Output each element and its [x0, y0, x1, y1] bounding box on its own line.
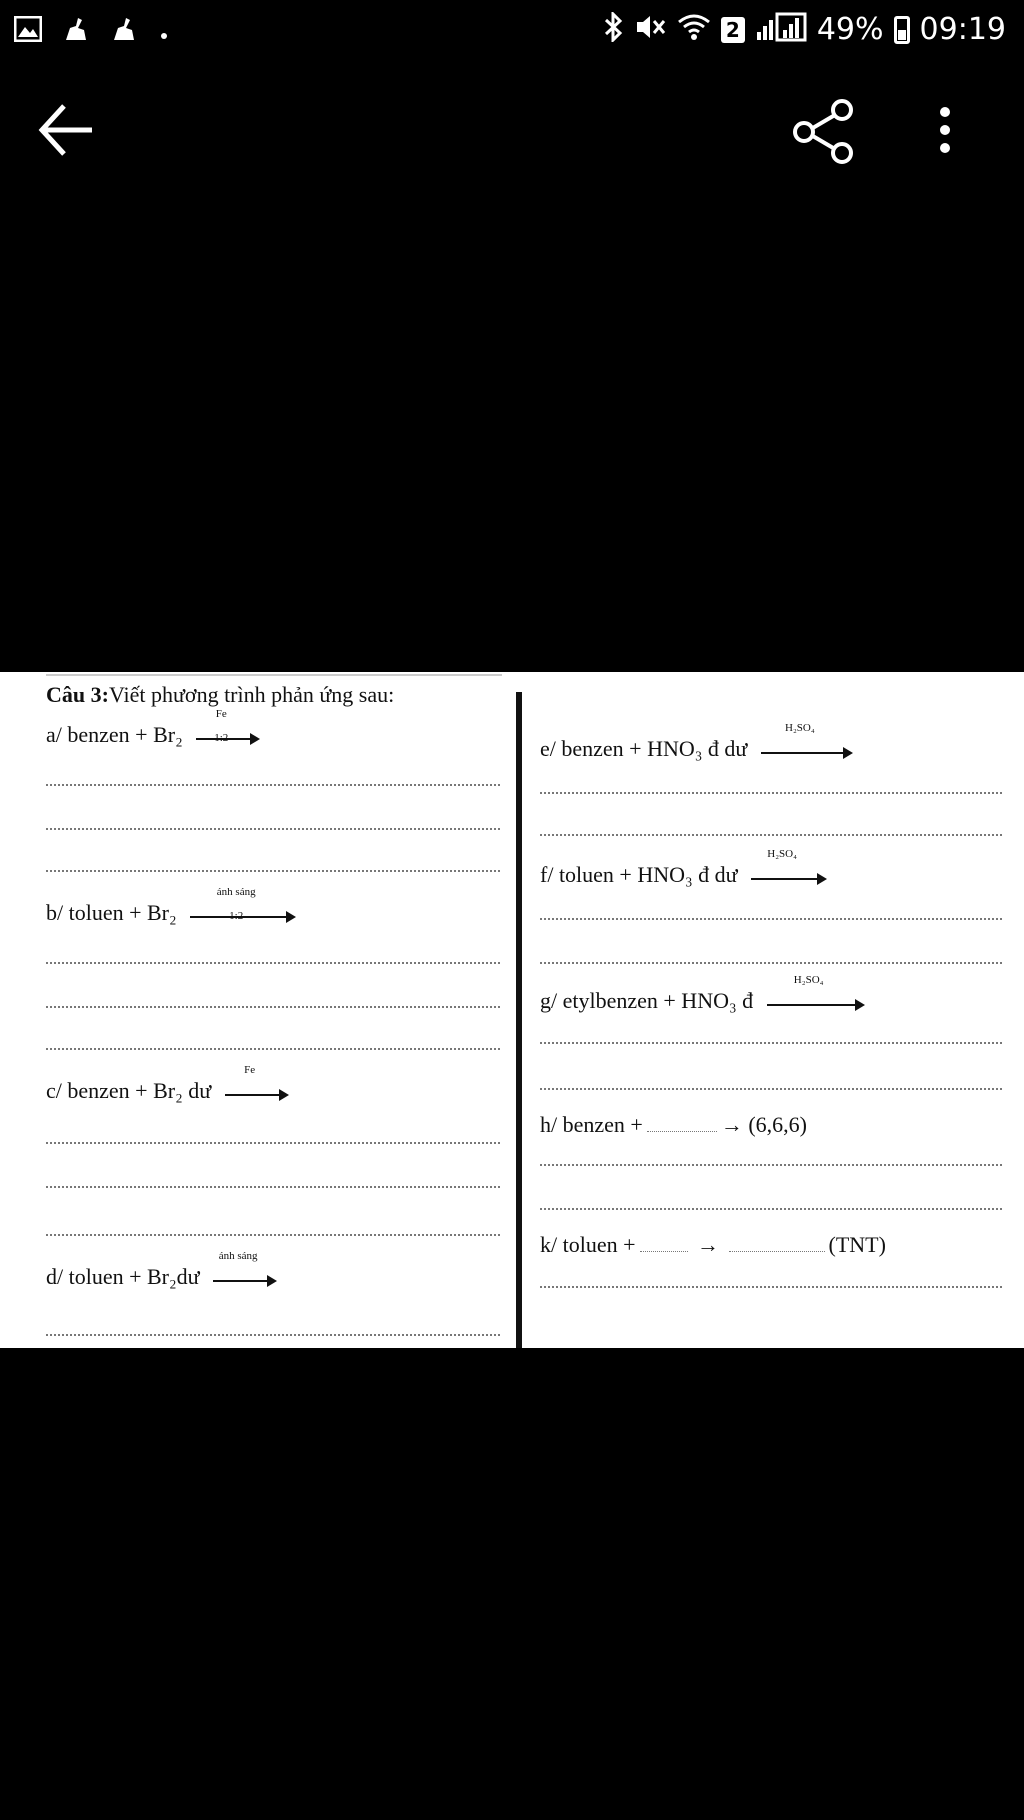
more-options-button[interactable] — [935, 104, 975, 164]
answer-line — [540, 962, 1002, 964]
item-k — [540, 1232, 886, 1258]
reaction-arrow — [196, 707, 258, 750]
item-a — [46, 707, 258, 750]
reaction-arrow — [225, 1063, 287, 1106]
reaction-arrow — [190, 885, 294, 928]
item-k-product: (TNT) — [828, 1232, 886, 1257]
item-f — [540, 847, 825, 890]
app-bar — [0, 62, 1024, 202]
answer-line — [46, 828, 500, 830]
question-heading — [46, 682, 394, 708]
item-h — [540, 1112, 807, 1138]
ratio-label: 1:2 — [214, 731, 229, 744]
document-image — [0, 672, 1024, 1348]
item-c — [46, 1063, 287, 1106]
answer-line — [46, 870, 500, 872]
ratio-label: 1:2 — [229, 909, 244, 922]
catalyst-label: H₂SO₄ — [785, 721, 815, 734]
answer-line — [46, 1142, 500, 1144]
condition-label: ánh sáng — [216, 885, 256, 898]
battery-icon — [894, 16, 910, 44]
answer-line — [46, 1006, 500, 1008]
item-b-label: b/ toluen + Br₂ — [46, 900, 177, 925]
clean-icon — [64, 16, 90, 47]
column-divider — [516, 692, 522, 1348]
item-d — [46, 1249, 275, 1292]
signal-icon — [755, 12, 807, 47]
catalyst-label: H₂SO₄ — [793, 973, 824, 986]
item-h-product: → (6,6,6) — [720, 1112, 807, 1137]
share-icon — [790, 98, 856, 164]
notification-icons — [14, 16, 168, 47]
clean-icon — [112, 16, 138, 47]
status-bar — [0, 0, 1024, 62]
dot-icon — [160, 19, 168, 45]
reaction-arrow — [767, 973, 863, 1016]
blank-field — [647, 1131, 717, 1132]
catalyst-label: Fe — [244, 1063, 256, 1076]
catalyst-label: H₂SO₄ — [767, 847, 797, 860]
wifi-icon — [677, 12, 711, 47]
back-arrow-icon — [36, 100, 96, 160]
item-f-label: f/ toluen + HNO₃ đ dư — [540, 862, 738, 887]
answer-line — [540, 1088, 1002, 1090]
item-c-label: c/ benzen + Br₂ dư — [46, 1078, 212, 1103]
answer-line — [540, 1042, 1002, 1044]
item-a-label: a/ benzen + Br₂ — [46, 722, 183, 747]
more-vert-icon — [935, 104, 955, 156]
question-text: Viết phương trình phản ứng sau: — [108, 682, 395, 707]
item-k-label: k/ toluen + — [540, 1232, 636, 1257]
reaction-arrow — [751, 847, 825, 890]
item-g-label: g/ etylbenzen + HNO₃ đ — [540, 988, 754, 1013]
question-number: Câu 3: — [46, 682, 109, 707]
blank-field — [729, 1251, 825, 1252]
item-h-label: h/ benzen + — [540, 1112, 643, 1137]
divider-line — [46, 674, 502, 676]
item-g — [540, 973, 863, 1016]
system-icons — [603, 12, 1006, 47]
answer-line — [46, 1048, 500, 1050]
clock: 09:19 — [919, 12, 1006, 47]
answer-line — [46, 1334, 500, 1336]
item-e — [540, 721, 851, 764]
answer-line — [540, 1286, 1002, 1288]
answer-line — [46, 962, 500, 964]
reaction-arrow — [761, 721, 851, 764]
catalyst-label: Fe — [215, 707, 227, 720]
item-b — [46, 885, 294, 928]
image-icon — [14, 16, 42, 47]
mute-icon — [635, 12, 667, 47]
item-e-label: e/ benzen + HNO₃ đ dư — [540, 736, 748, 761]
condition-label: ánh sáng — [218, 1249, 258, 1262]
answer-line — [540, 834, 1002, 836]
answer-line — [46, 784, 500, 786]
answer-line — [540, 1164, 1002, 1166]
share-button[interactable] — [790, 98, 860, 168]
back-button[interactable] — [36, 100, 106, 166]
sim-badge: 2 — [721, 17, 745, 43]
item-d-label: d/ toluen + Br₂dư — [46, 1264, 200, 1289]
answer-line — [46, 1234, 500, 1236]
answer-line — [540, 1208, 1002, 1210]
bluetooth-icon — [603, 12, 625, 47]
answer-line — [540, 918, 1002, 920]
answer-line — [46, 1186, 500, 1188]
arrow-glyph: → — [697, 1232, 720, 1257]
reaction-arrow — [213, 1249, 275, 1292]
blank-field — [640, 1251, 688, 1252]
battery-percent: 49% — [816, 12, 884, 47]
answer-line — [540, 792, 1002, 794]
